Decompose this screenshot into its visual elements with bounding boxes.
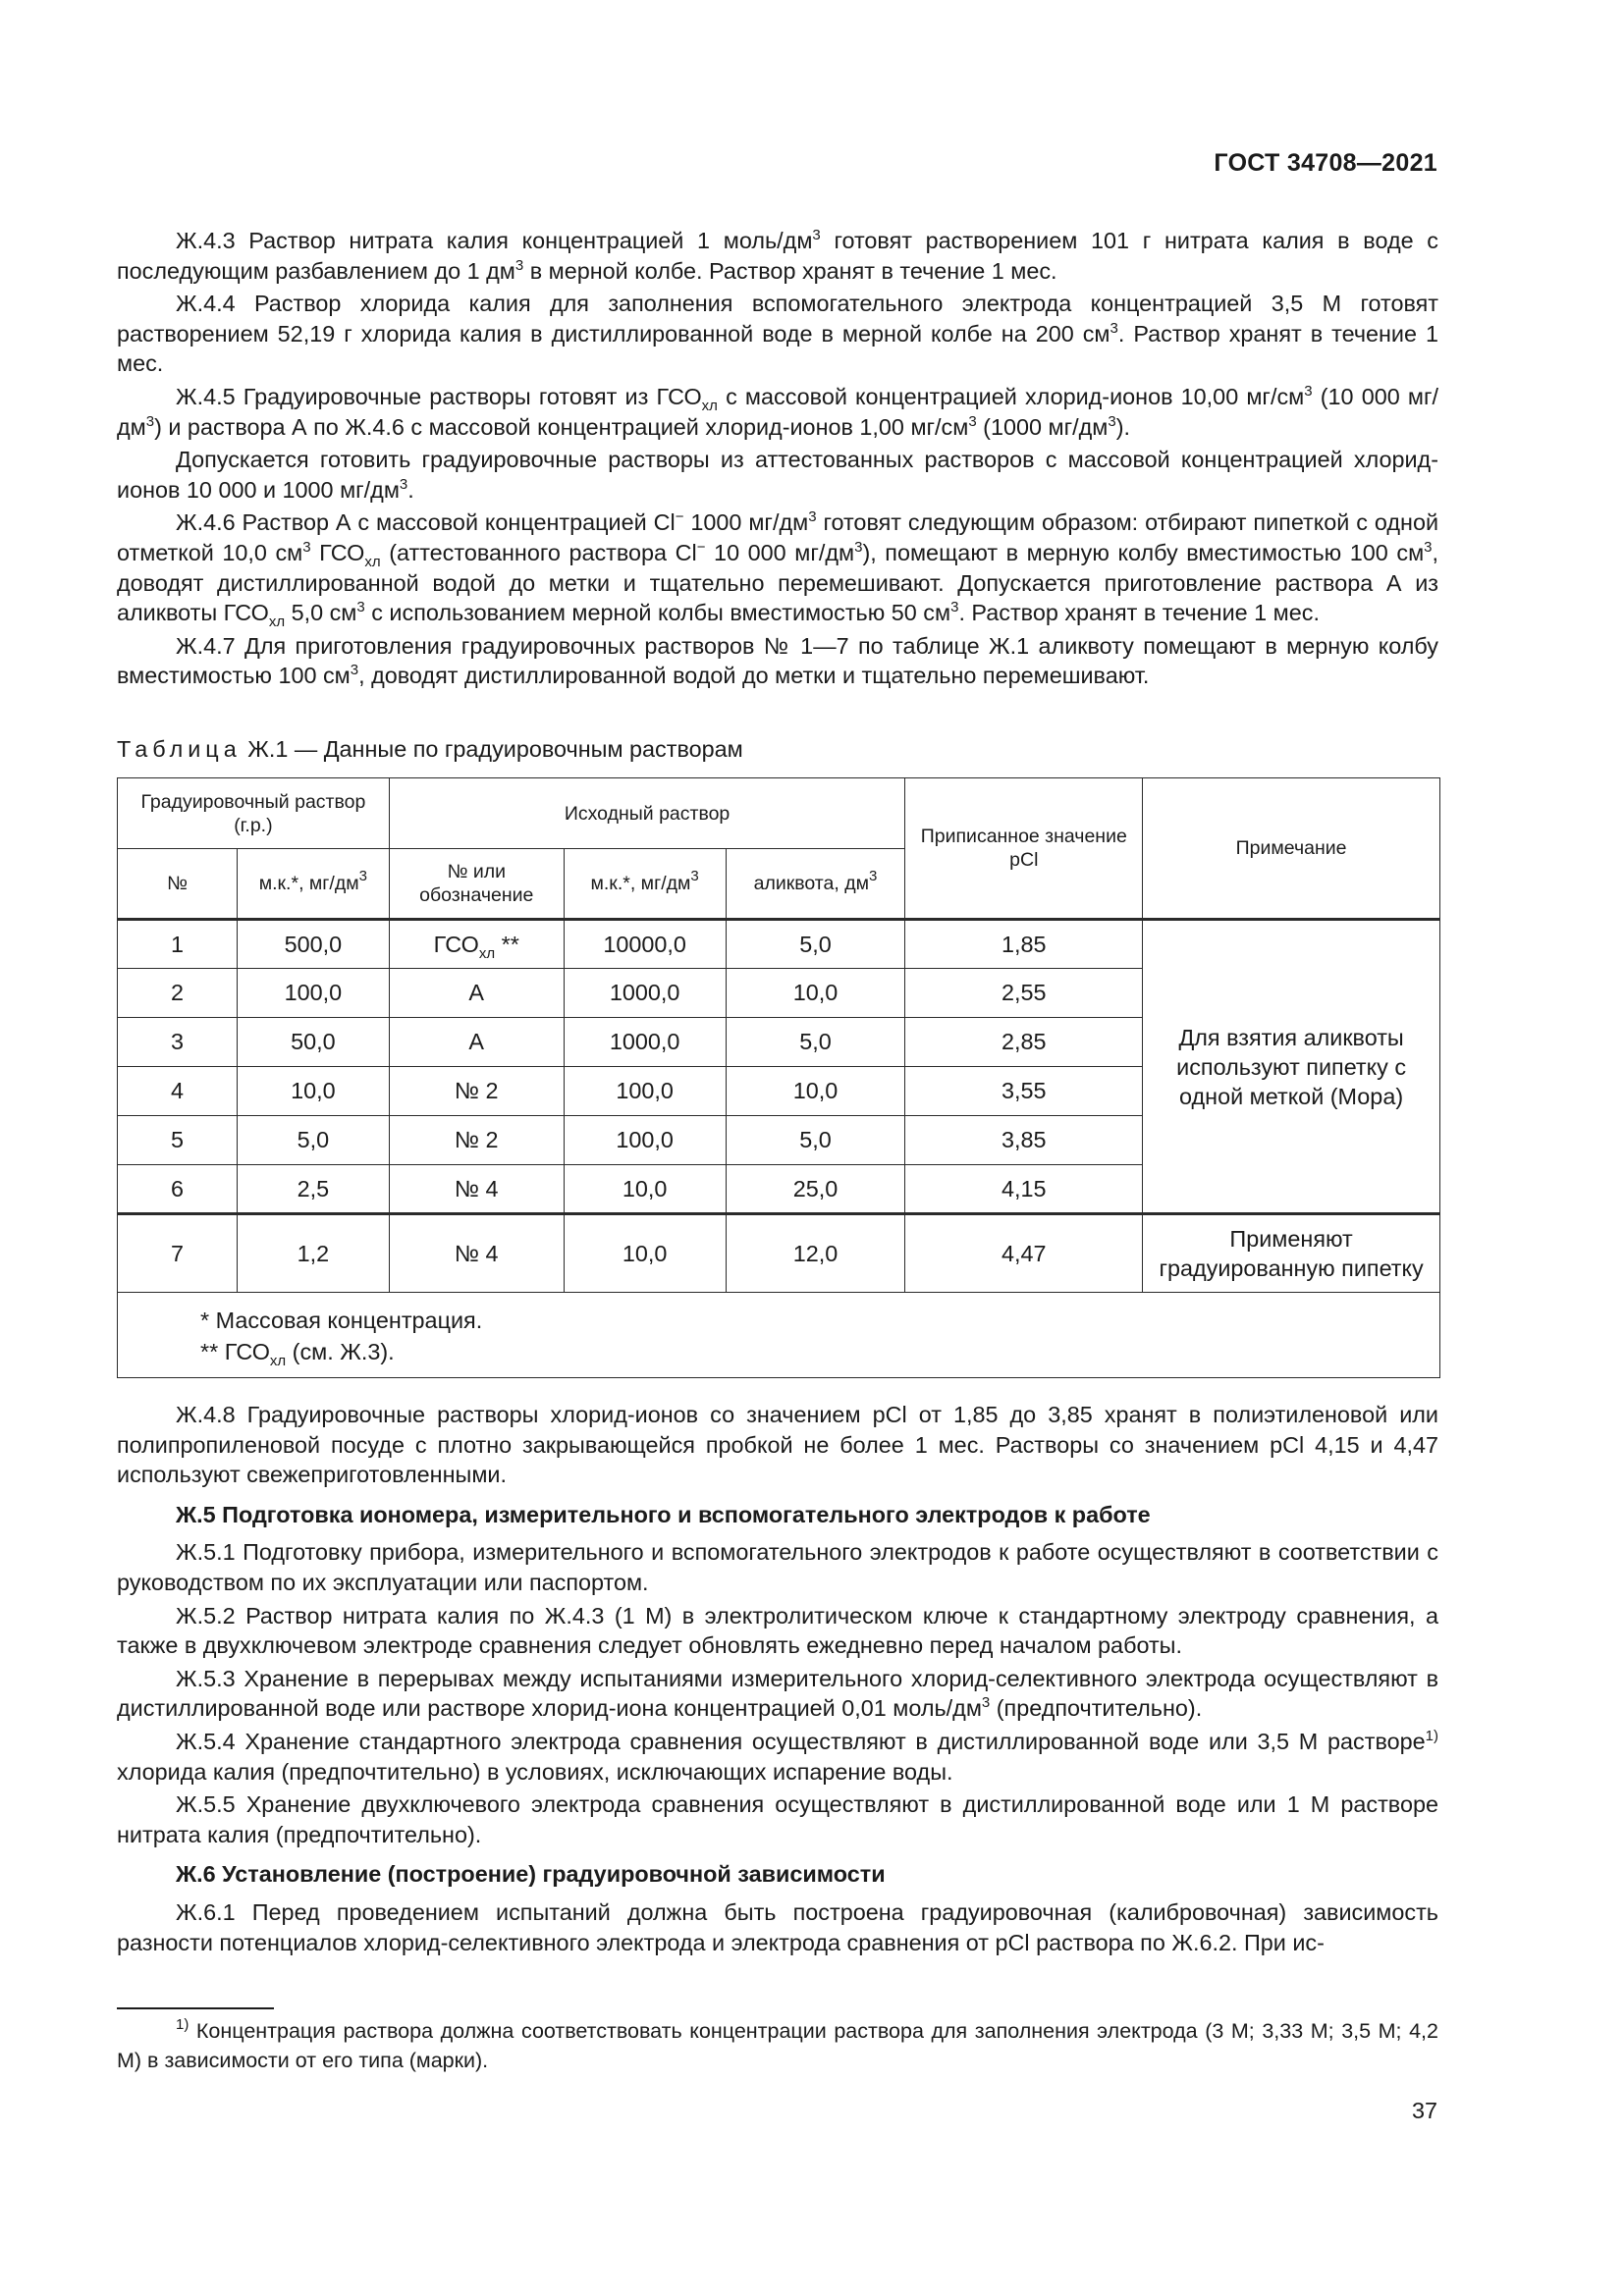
cell-aliquot: 5,0	[726, 1018, 905, 1067]
paragraph-zh-4-7: Ж.4.7 Для приготовления градуировочных растворов № 1—7 по таблице Ж.1 аликвоту помещают в мерную колбу вместимостью 100 $см^3$, доводят дистиллированной водой до метки и тщательно перемешивают.	[117, 632, 1438, 689]
table-footnote-1: * Массовая концентрация.	[200, 1308, 483, 1333]
cell-source: № 2	[389, 1116, 564, 1165]
paragraph-zh-4-4: Ж.4.4 Раствор хлорида калия для заполнения вспомогательного электрода концентрацией 3,5 М готовят растворением 52,19 г хлорида калия в дистиллированной воде в мерной колбе на 200 $см^3$. Раствор хранят в течение 1 мес.	[117, 291, 1438, 377]
cell-mass-conc: 10,0	[237, 1067, 389, 1116]
paragraph-zh-6-1: Ж.6.1 Перед проведением испытаний должна быть построена градуировочная (калибровочная) зависимость разности потенциалов хлорид-селективного электрода и электрода сравнения от pCl раствора по Ж.6.2. При ис-	[117, 1898, 1438, 1955]
section-heading-zh-6: Ж.6 Установление (построение) градуировочной зависимости	[176, 1861, 886, 1888]
cell-source-mass-conc: 10,0	[564, 1165, 726, 1214]
cell-number: 6	[118, 1165, 238, 1214]
footnote-mark: 1)	[176, 2016, 189, 2033]
header-source-solution: Исходный раствор	[389, 778, 905, 849]
page-footnote: $^{1)}$ Концентрация раствора должна соответствовать концентрации раствора для заполнения электрода (3 М; 3,33 М; 3,5 М; 4,2 М) в зависимости от его типа (марки).	[117, 2016, 1438, 2072]
cell-number: 1	[118, 920, 238, 969]
header-calibration-solution: Градуировочный раствор (г.р.)	[118, 778, 390, 849]
cell-source-mass-conc: 100,0	[564, 1067, 726, 1116]
cell-number: 5	[118, 1116, 238, 1165]
cell-source: $ГСО_{хл}$ **	[389, 920, 564, 969]
paragraph-zh-5-5: Ж.5.5 Хранение двухключевого электрода сравнения осуществляют в дистиллированной воде или 1 М растворе нитрата калия (предпочтительно).	[117, 1791, 1438, 1847]
cell-pcl: 1,85	[905, 920, 1143, 969]
cell-number: 7	[118, 1214, 238, 1293]
cell-mass-conc: 50,0	[237, 1018, 389, 1067]
cell-note-pipette-mohr: Для взятия аликвоты используют пипетку с одной меткой (Мора)	[1143, 920, 1440, 1214]
paragraph-zh-5-4: Ж.5.4 Хранение стандартного электрода сравнения осуществляют в дистиллированной воде или 3,5 М растворе$^{1)}$ хлорида калия (предпочтительно) в условиях, исключающих испарение воды.	[117, 1727, 1438, 1785]
cell-source-mass-conc: 1000,0	[564, 969, 726, 1018]
table-footnotes-row	[118, 1293, 1440, 1378]
cell-source: № 4	[389, 1165, 564, 1214]
header-number: №	[118, 849, 238, 920]
cell-aliquot: 10,0	[726, 969, 905, 1018]
paragraph-zh-4-8: Ж.4.8 Градуировочные растворы хлорид-ионов со значением pCl от 1,85 до 3,85 хранят в полиэтиленовой или полипропиленовой посуде с плотно закрывающейся пробкой не более 1 мес. Растворы со значением pCl 4,15 и 4,47 используют свежеприготовленными.	[117, 1402, 1438, 1488]
cell-number: 3	[118, 1018, 238, 1067]
calibration-table	[117, 777, 1440, 1378]
cell-source-mass-conc: 1000,0	[564, 1018, 726, 1067]
cell-pcl: 4,47	[905, 1214, 1143, 1293]
cell-mass-conc: 2,5	[237, 1165, 389, 1214]
cell-pcl: 2,55	[905, 969, 1143, 1018]
header-assigned-pcl: Приписанное значение pCl	[905, 778, 1143, 920]
paragraph-zh-4-3: Ж.4.3 Раствор нитрата калия концентрацией 1 моль/$дм^3$ готовят растворением 101 г нитрата калия в воде с последующим разбавлением до 1 $дм^3$ в мерной колбе. Раствор хранят в течение 1 мес.	[117, 227, 1438, 284]
document-header: ГОСТ 34708—2021	[1214, 149, 1437, 177]
table-footnotes	[118, 1293, 1440, 1378]
header-aliquot: аликвота, $дм^3$	[726, 849, 905, 920]
cell-source: № 2	[389, 1067, 564, 1116]
cell-note-graduated-pipette: Применяют градуированную пипетку	[1143, 1214, 1440, 1293]
cell-number: 4	[118, 1067, 238, 1116]
footnote-divider	[117, 2007, 274, 2009]
cell-source-mass-conc: 10000,0	[564, 920, 726, 969]
table-row	[118, 920, 1440, 969]
cell-pcl: 2,85	[905, 1018, 1143, 1067]
table-row	[118, 1214, 1440, 1293]
cell-source-mass-conc: 10,0	[564, 1214, 726, 1293]
cell-number: 2	[118, 969, 238, 1018]
cell-source: А	[389, 1018, 564, 1067]
paragraph-zh-5-3: Ж.5.3 Хранение в перерывах между испытаниями измерительного хлорид-селективного электрода осуществляют в дистиллированной воде или растворе хлорид-иона концентрацией 0,01 моль/$дм^3$ (предпочтительно).	[117, 1665, 1438, 1722]
cell-pcl: 3,55	[905, 1067, 1143, 1116]
cell-mass-conc: 500,0	[237, 920, 389, 969]
cell-mass-conc: 1,2	[237, 1214, 389, 1293]
paragraph-zh-4-6: Ж.4.6 Раствор А с массовой концентрацией Cl− 1000 $мг/дм^3$ готовят следующим образом: отбирают пипеткой с одной отметкой 10,0 $см^3$ $ГСО_{хл}$ (аттестованного раствора Cl− 10 000 $мг/дм^3$), помещают в мерную колбу вместимостью 100 $см^3$, доводят дистиллированной водой до метки и тщательно перемешивают. Допускается приготовление раствора А из аликвоты $ГСО_{хл}$ 5,0 $см^3$ с использованием мерной колбы вместимостью 50 $см^3$. Раствор хранят в течение 1 мес.	[117, 508, 1439, 631]
body-text-top	[117, 226, 1438, 691]
paragraph-allowed: Допускается готовить градуировочные растворы из аттестованных растворов с массовой концентрацией хлорид-ионов 10 000 и 1000 $мг/дм^3$.	[117, 447, 1438, 503]
paragraph-zh-5-2: Ж.5.2 Раствор нитрата калия по Ж.4.3 (1 М) в электролитическом ключе к стандартному электроду сравнения, а также в двухключевом электроде сравнения следует обновлять ежедневно перед началом работы.	[117, 1602, 1438, 1659]
paragraph-zh-5-1: Ж.5.1 Подготовку прибора, измерительного и вспомогательного электродов к работе осуществляют в соответствии с руководством по их эксплуатации или паспортом.	[117, 1539, 1438, 1595]
header-source-mass-conc: м.к.*, $мг/дм^3$	[564, 849, 726, 920]
header-note: Примечание	[1143, 778, 1440, 920]
cell-source: № 4	[389, 1214, 564, 1293]
cell-source-mass-conc: 100,0	[564, 1116, 726, 1165]
cell-source: А	[389, 969, 564, 1018]
header-mass-conc: м.к.*, $мг/дм^3$	[237, 849, 389, 920]
table-footnote-2: ** $ГСО_{хл}$ (см. Ж.3).	[200, 1339, 395, 1369]
header-designation: № или обозначение	[389, 849, 564, 920]
cell-pcl: 4,15	[905, 1165, 1143, 1214]
page-number: 37	[1411, 2098, 1437, 2123]
cell-pcl: 3,85	[905, 1116, 1143, 1165]
body-text-bottom	[117, 1400, 1438, 1957]
paragraph-zh-4-5: Ж.4.5 Градуировочные растворы готовят из $ГСО_{хл}$ с массовой концентрацией хлорид-ионов 10,00 $мг/см^3$ (10 000 $мг/дм^3$) и раствора А по Ж.4.6 с массовой концентрацией хлорид-ионов 1,00 $мг/см^3$ (1000 $мг/дм^3$).	[117, 382, 1438, 440]
cell-aliquot: 10,0	[726, 1067, 905, 1116]
cell-aliquot: 5,0	[726, 1116, 905, 1165]
section-heading-zh-5: Ж.5 Подготовка иономера, измерительного и вспомогательного электродов к работе	[176, 1501, 1151, 1527]
cell-aliquot: 12,0	[726, 1214, 905, 1293]
table-caption: Таблица Ж.1 — Данные по градуировочным растворам	[117, 736, 743, 762]
cell-mass-conc: 5,0	[237, 1116, 389, 1165]
cell-aliquot: 5,0	[726, 920, 905, 969]
cell-mass-conc: 100,0	[237, 969, 389, 1018]
cell-aliquot: 25,0	[726, 1165, 905, 1214]
